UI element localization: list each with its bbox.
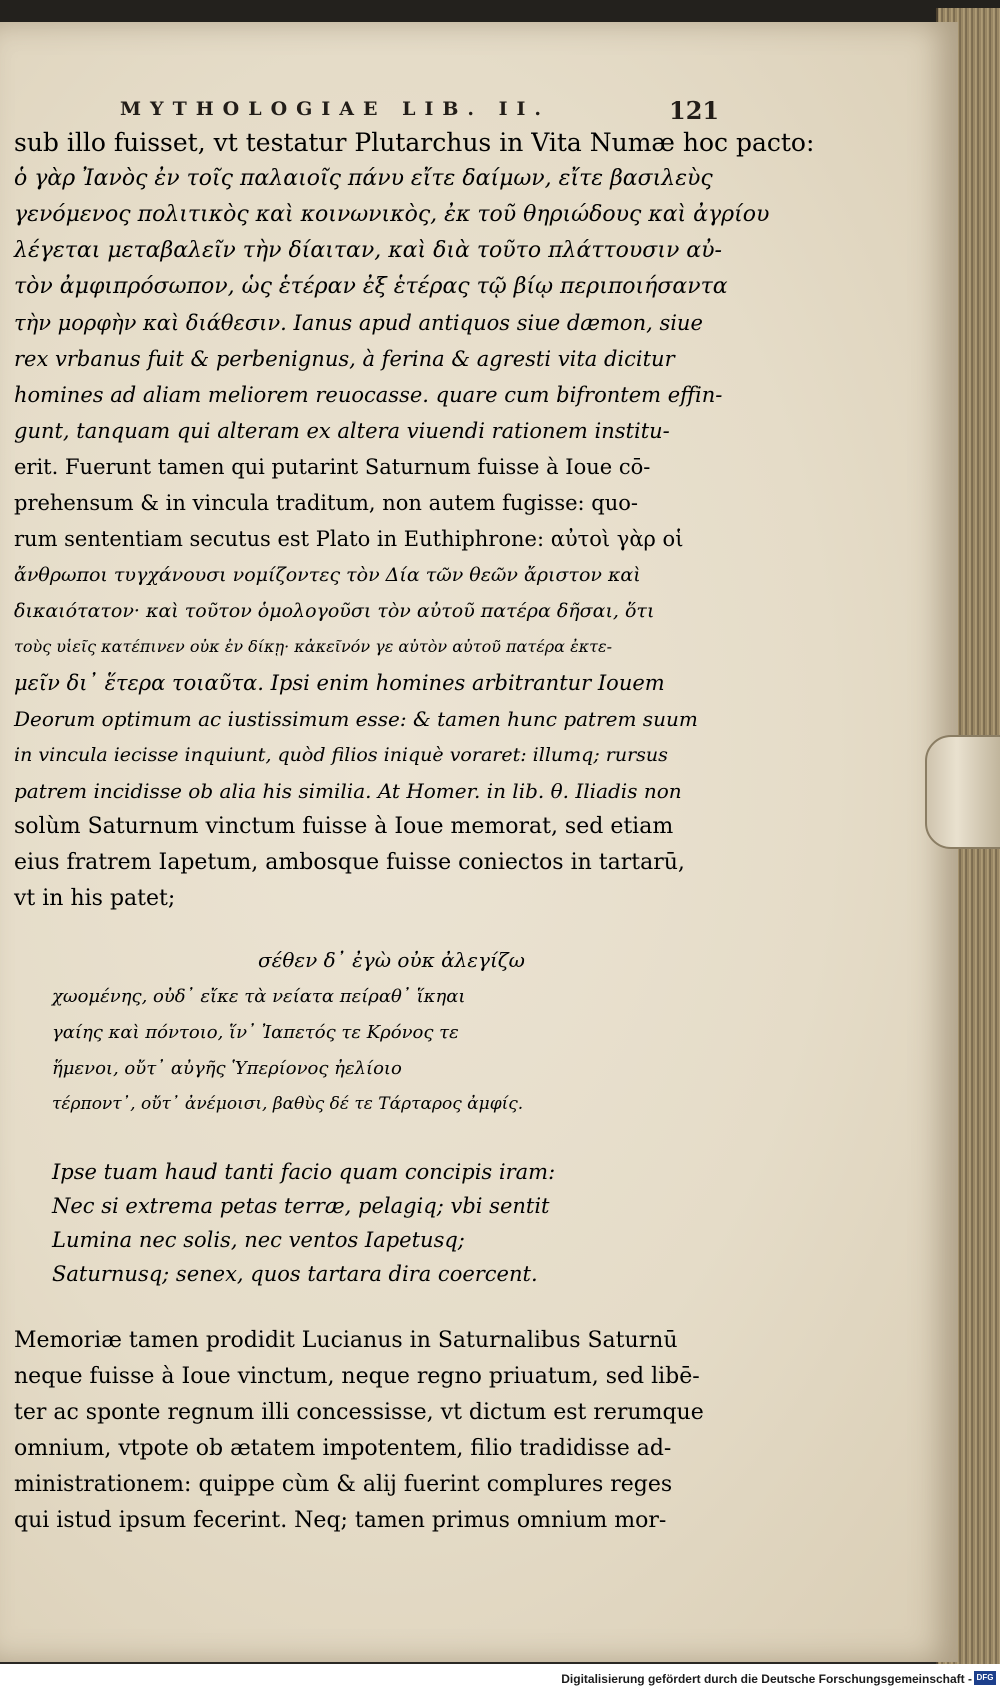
body-line: τοὺς υἱεῖς κατέπινεν οὐκ ἐν δίκῃ· κἀκεῖνόν γε αὐτὸν αὐτοῦ πατέρα ἐκτε-	[14, 637, 612, 656]
running-title: MYTHOLOGIAE LIB. II.	[120, 98, 551, 120]
body-line: μεῖν δι᾽ ἕτερα τοιαῦτα. Ipsi enim homines arbitrantur Iouem	[14, 671, 665, 695]
dfg-logo: DFG	[974, 1671, 996, 1685]
body-line: neque fuisse à Ioue vinctum, neque regno priuatum, sed libē-	[14, 1364, 700, 1389]
body-line: δικαιότατον· καὶ τοῦτον ὁμολογοῦσι τὸν αὐτοῦ πατέρα δῆσαι, ὅτι	[14, 600, 655, 622]
latin-verse-line: Saturnusq; senex, quos tartara dira coercent.	[52, 1262, 538, 1286]
greek-verse-line: τέρποντ᾽, οὔτ᾽ ἀνέμοισι, βαθὺς δέ τε Τάρταρος ἀμφίς.	[52, 1094, 524, 1114]
latin-verse-line: Nec si extrema petas terræ, pelagiq; vbi sentit	[52, 1194, 550, 1218]
body-line: eius fratrem Iapetum, ambosque fuisse coniectos in tartarū,	[14, 850, 685, 875]
page-tab-marker	[925, 735, 1000, 849]
body-line: ὁ γὰρ Ἰανὸς ἐν τοῖς παλαιοῖς πάνυ εἴτε δαίμων, εἴτε βασιλεὺς	[14, 166, 713, 191]
greek-verse-line: γαίης καὶ πόντοιο, ἵν᾽ Ἰαπετός τε Κρόνος τε	[52, 1022, 459, 1043]
body-line: Memoriæ tamen prodidit Lucianus in Saturnalibus Saturnū	[14, 1328, 678, 1353]
body-line: gunt, tanquam qui alteram ex altera viuendi rationem institu-	[14, 419, 670, 443]
body-line: prehensum & in vincula traditum, non autem fugisse: quo-	[14, 491, 639, 515]
footer-bar	[0, 1664, 1000, 1701]
page-number: 121	[669, 96, 720, 125]
body-line: solùm Saturnum vinctum fuisse à Ioue memorat, sed etiam	[14, 814, 674, 839]
latin-verse-line: Ipse tuam haud tanti facio quam concipis iram:	[52, 1160, 556, 1184]
greek-verse-line: ἥμενοι, οὔτ᾽ αὐγῆς Ὑπερίονος ἠελίοιο	[52, 1058, 402, 1079]
body-line: τὸν ἀμφιπρόσωπον, ὡς ἑτέραν ἐξ ἑτέρας τῷ βίῳ περιποιήσαντα	[14, 274, 728, 299]
body-line: qui istud ipsum fecerint. Neq; tamen primus omnium mor-	[14, 1508, 667, 1533]
body-line: patrem incidisse ob alia his similia. At Homer. in lib. θ. Iliadis non	[14, 779, 682, 803]
body-line: erit. Fuerunt tamen qui putarint Saturnum fuisse à Ioue cō-	[14, 455, 651, 479]
funding-credit: Digitalisierung gefördert durch die Deutsche Forschungsgemeinschaft -	[561, 1672, 972, 1686]
latin-verse-line: Lumina nec solis, nec ventos Iapetusq;	[52, 1228, 465, 1252]
body-line: λέγεται μεταβαλεῖν τὴν δίαιταν, καὶ διὰ τοῦτο πλάττουσιν αὐ-	[14, 238, 722, 263]
greek-verse-line: χωομένης, οὐδ᾽ εἴκε τὰ νείατα πείραθ᾽ ἵκηαι	[52, 986, 466, 1007]
body-line: in vincula iecisse inquiunt, quòd filios iniquè voraret: illumq; rursus	[14, 744, 668, 766]
body-line: ter ac sponte regnum illi concessisse, vt dictum est rerumque	[14, 1400, 704, 1425]
greek-verse-line: σέθεν δ᾽ ἐγὼ οὐκ ἀλεγίζω	[258, 948, 525, 972]
body-line: vt in his patet;	[14, 886, 176, 911]
body-line: τὴν μορφὴν καὶ διάθεσιν. Ianus apud antiquos siue dæmon, siue	[14, 311, 703, 335]
body-line: ἄνθρωποι τυγχάνουσι νομίζοντες τὸν Δία τῶν θεῶν ἄριστον καὶ	[14, 564, 641, 586]
body-line: rum sententiam secutus est Plato in Euthiphrone: αὐτοὶ γὰρ οἱ	[14, 527, 684, 551]
body-line: homines ad aliam meliorem reuocasse. quare cum bifrontem effin-	[14, 383, 723, 407]
body-line: omnium, vtpote ob ætatem impotentem, filio tradidisse ad-	[14, 1436, 672, 1461]
body-line: rex vrbanus fuit & perbenignus, à ferina & agresti vita dicitur	[14, 347, 675, 371]
body-line: γενόμενος πολιτικὸς καὶ κοινωνικὸς, ἐκ τοῦ θηριώδους καὶ ἀγρίου	[14, 202, 770, 227]
body-line: Deorum optimum ac iustissimum esse: & tamen hunc patrem suum	[14, 707, 698, 731]
body-line: ministrationem: quippe cùm & alij fuerint complures reges	[14, 1472, 673, 1497]
body-line: sub illo fuisset, vt testatur Plutarchus in Vita Numæ hoc pacto:	[14, 128, 815, 157]
